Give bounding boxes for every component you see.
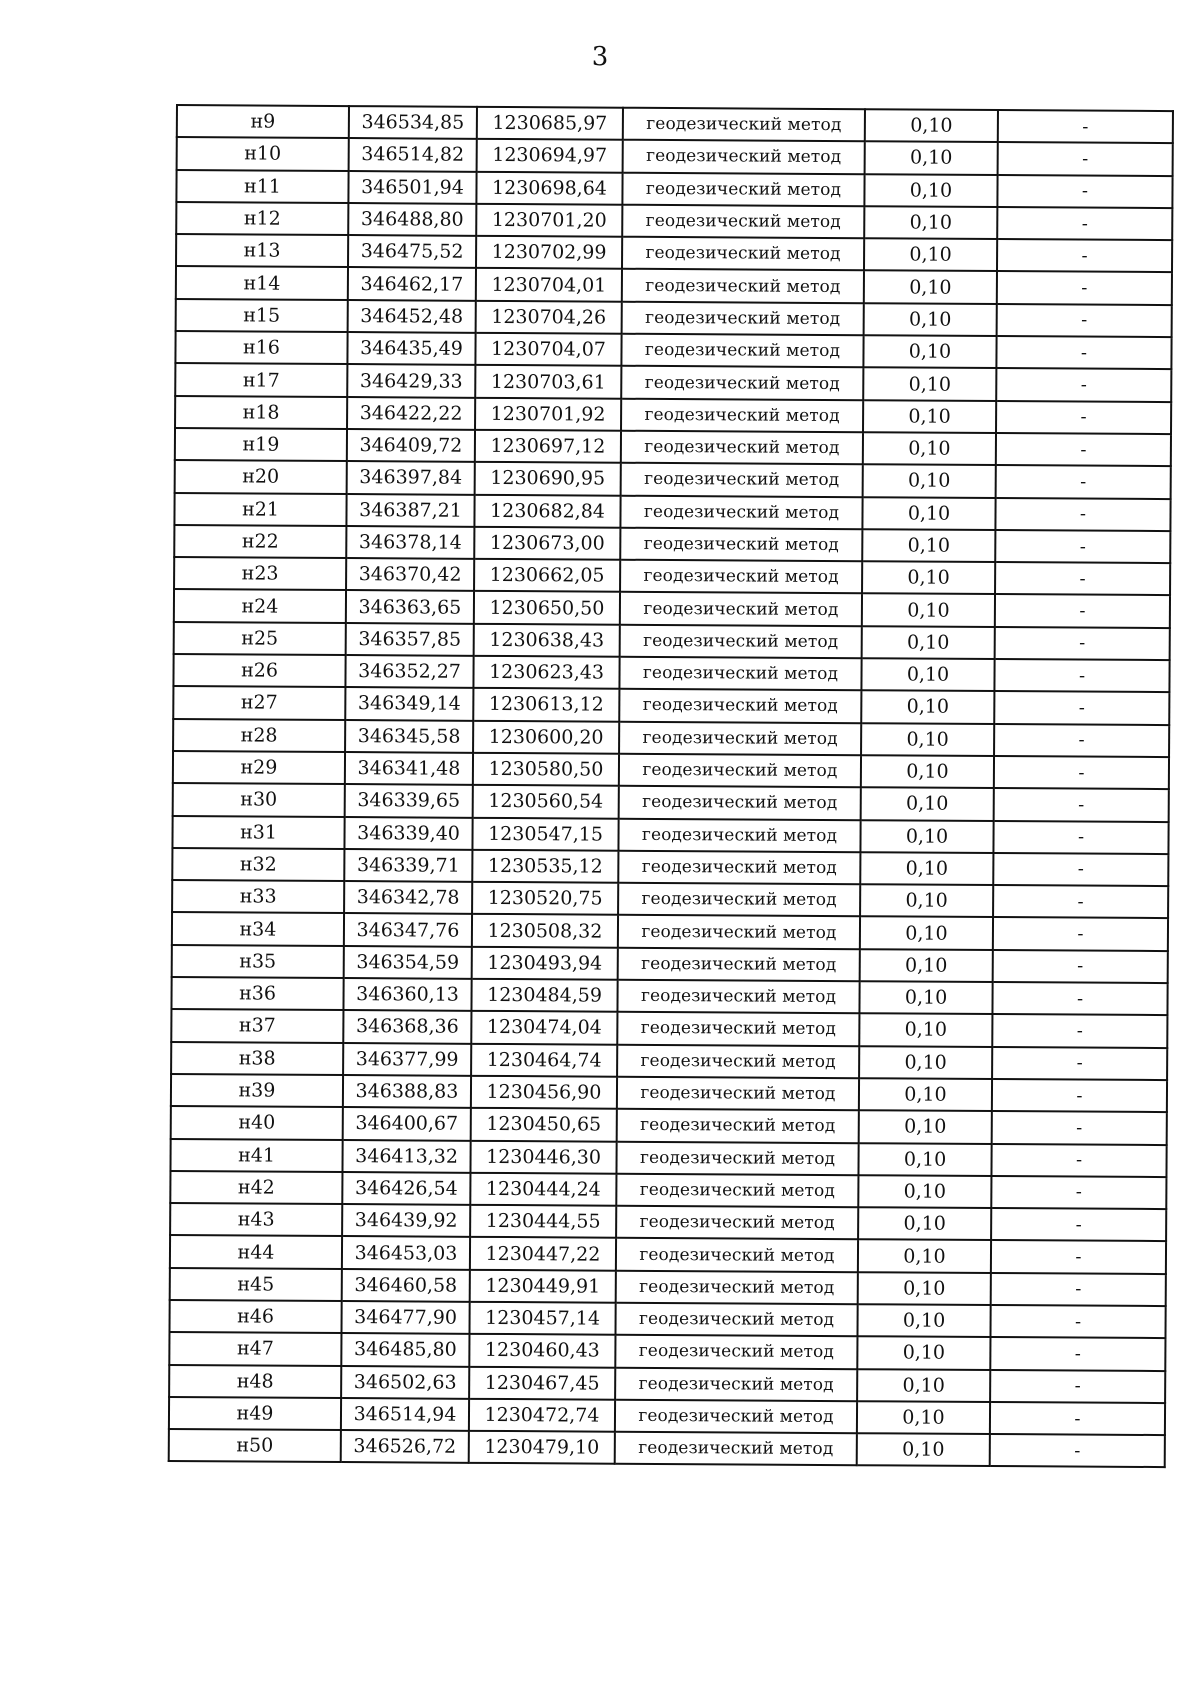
accuracy-cell: 0,10 <box>860 884 993 917</box>
method-cell: геодезический метод <box>620 592 862 626</box>
accuracy-cell: 0,10 <box>858 1272 991 1305</box>
method-cell: геодезический метод <box>618 947 860 981</box>
note-cell: - <box>990 1370 1165 1403</box>
y-coordinate-cell: 1230673,00 <box>474 527 620 560</box>
note-cell: - <box>995 562 1170 595</box>
y-coordinate-cell: 1230685,97 <box>477 107 623 140</box>
x-coordinate-cell: 346439,92 <box>342 1204 470 1237</box>
x-coordinate-cell: 346354,59 <box>344 946 472 979</box>
x-coordinate-cell: 346342,78 <box>344 881 472 914</box>
accuracy-cell: 0,10 <box>857 1304 990 1337</box>
x-coordinate-cell: 346429,33 <box>347 364 475 397</box>
note-cell: - <box>990 1402 1165 1435</box>
point-name-cell: н45 <box>170 1268 342 1301</box>
point-name-cell: н26 <box>173 654 345 687</box>
y-coordinate-cell: 1230456,90 <box>471 1076 617 1109</box>
x-coordinate-cell: 346422,22 <box>347 397 475 430</box>
note-cell: - <box>996 368 1171 401</box>
note-cell: - <box>990 1434 1165 1467</box>
accuracy-cell: 0,10 <box>862 594 995 627</box>
point-name-cell: н38 <box>171 1042 343 1075</box>
note-cell: - <box>991 1273 1166 1306</box>
point-name-cell: н25 <box>174 622 346 655</box>
note-cell: - <box>996 401 1171 434</box>
method-cell: геодезический метод <box>618 883 860 917</box>
note-cell: - <box>992 1079 1167 1112</box>
point-name-cell: н32 <box>172 848 344 881</box>
y-coordinate-cell: 1230623,43 <box>473 656 619 689</box>
point-name-cell: н44 <box>170 1235 342 1268</box>
point-name-cell: н30 <box>173 783 345 816</box>
point-name-cell: н27 <box>173 686 345 719</box>
method-cell: геодезический метод <box>617 1044 859 1078</box>
y-coordinate-cell: 1230450,65 <box>471 1108 617 1141</box>
y-coordinate-cell: 1230701,20 <box>476 204 622 237</box>
x-coordinate-cell: 346357,85 <box>346 623 474 656</box>
accuracy-cell: 0,10 <box>858 1143 991 1176</box>
method-cell: геодезический метод <box>615 1400 857 1434</box>
accuracy-cell: 0,10 <box>865 109 998 142</box>
note-cell: - <box>996 433 1171 466</box>
accuracy-cell: 0,10 <box>863 335 996 368</box>
y-coordinate-cell: 1230444,24 <box>470 1173 616 1206</box>
note-cell: - <box>994 659 1169 692</box>
note-cell: - <box>991 1208 1166 1241</box>
method-cell: геодезический метод <box>615 1303 857 1337</box>
method-cell: геодезический метод <box>621 334 863 368</box>
method-cell: геодезический метод <box>615 1367 857 1401</box>
note-cell: - <box>992 1111 1167 1144</box>
method-cell: геодезический метод <box>623 108 865 142</box>
x-coordinate-cell: 346409,72 <box>347 429 475 462</box>
x-coordinate-cell: 346378,14 <box>346 526 474 559</box>
method-cell: геодезический метод <box>618 915 860 949</box>
point-name-cell: н24 <box>174 589 346 622</box>
note-cell: - <box>995 627 1170 660</box>
y-coordinate-cell: 1230600,20 <box>473 720 619 753</box>
note-cell: - <box>994 756 1169 789</box>
x-coordinate-cell: 346526,72 <box>341 1430 469 1463</box>
coordinates-table <box>168 104 1174 1469</box>
accuracy-cell: 0,10 <box>860 852 993 885</box>
method-cell: геодезический метод <box>617 1109 859 1143</box>
accuracy-cell: 0,10 <box>864 271 997 304</box>
accuracy-cell: 0,10 <box>857 1336 990 1369</box>
point-name-cell: н13 <box>176 234 348 267</box>
point-name-cell: н39 <box>171 1074 343 1107</box>
y-coordinate-cell: 1230662,05 <box>474 559 620 592</box>
x-coordinate-cell: 346452,48 <box>348 300 476 333</box>
y-coordinate-cell: 1230702,99 <box>476 236 622 269</box>
x-coordinate-cell: 346501,94 <box>348 171 476 204</box>
note-cell: - <box>997 239 1172 272</box>
method-cell: геодезический метод <box>620 624 862 658</box>
note-cell: - <box>994 691 1169 724</box>
x-coordinate-cell: 346349,14 <box>345 687 473 720</box>
method-cell: геодезический метод <box>620 528 862 562</box>
accuracy-cell: 0,10 <box>857 1369 990 1402</box>
accuracy-cell: 0,10 <box>865 142 998 175</box>
method-cell: геодезический метод <box>616 1206 858 1240</box>
point-name-cell: н42 <box>170 1171 342 1204</box>
note-cell: - <box>992 982 1167 1015</box>
x-coordinate-cell: 346339,71 <box>344 849 472 882</box>
method-cell: геодезический метод <box>617 980 859 1014</box>
y-coordinate-cell: 1230704,26 <box>476 301 622 334</box>
point-name-cell: н35 <box>172 945 344 978</box>
x-coordinate-cell: 346426,54 <box>342 1172 470 1205</box>
y-coordinate-cell: 1230457,14 <box>469 1302 615 1335</box>
x-coordinate-cell: 346387,21 <box>346 494 474 527</box>
note-cell: - <box>992 1014 1167 1047</box>
y-coordinate-cell: 1230460,43 <box>469 1334 615 1367</box>
y-coordinate-cell: 1230698,64 <box>476 171 622 204</box>
method-cell: геодезический метод <box>616 1270 858 1304</box>
point-name-cell: н50 <box>169 1429 341 1462</box>
y-coordinate-cell: 1230479,10 <box>469 1431 615 1464</box>
x-coordinate-cell: 346388,83 <box>343 1075 471 1108</box>
method-cell: геодезический метод <box>619 689 861 723</box>
note-cell: - <box>991 1240 1166 1273</box>
method-cell: геодезический метод <box>617 1077 859 1111</box>
note-cell: - <box>995 498 1170 531</box>
accuracy-cell: 0,10 <box>863 464 996 497</box>
accuracy-cell: 0,10 <box>861 658 994 691</box>
y-coordinate-cell: 1230446,30 <box>470 1140 616 1173</box>
note-cell: - <box>991 1144 1166 1177</box>
accuracy-cell: 0,10 <box>864 238 997 271</box>
y-coordinate-cell: 1230560,54 <box>473 785 619 818</box>
y-coordinate-cell: 1230703,61 <box>475 365 621 398</box>
accuracy-cell: 0,10 <box>857 1401 990 1434</box>
point-name-cell: н14 <box>176 266 348 299</box>
method-cell: геодезический метод <box>621 431 863 465</box>
x-coordinate-cell: 346460,58 <box>342 1269 470 1302</box>
accuracy-cell: 0,10 <box>859 981 992 1014</box>
method-cell: геодезический метод <box>618 818 860 852</box>
accuracy-cell: 0,10 <box>861 723 994 756</box>
accuracy-cell: 0,10 <box>861 755 994 788</box>
point-name-cell: н37 <box>171 1009 343 1042</box>
method-cell: геодезический метод <box>622 269 864 303</box>
note-cell: - <box>997 304 1172 337</box>
point-name-cell: н22 <box>174 525 346 558</box>
point-name-cell: н20 <box>175 460 347 493</box>
point-name-cell: н46 <box>169 1300 341 1333</box>
y-coordinate-cell: 1230697,12 <box>475 430 621 463</box>
note-cell: - <box>993 885 1168 918</box>
accuracy-cell: 0,10 <box>858 1207 991 1240</box>
y-coordinate-cell: 1230535,12 <box>472 850 618 883</box>
method-cell: геодезический метод <box>620 560 862 594</box>
method-cell: геодезический метод <box>622 237 864 271</box>
x-coordinate-cell: 346347,76 <box>344 913 472 946</box>
point-name-cell: н21 <box>174 493 346 526</box>
accuracy-cell: 0,10 <box>864 174 997 207</box>
x-coordinate-cell: 346341,48 <box>345 752 473 785</box>
x-coordinate-cell: 346435,49 <box>347 332 475 365</box>
method-cell: геодезический метод <box>621 398 863 432</box>
point-name-cell: н47 <box>169 1332 341 1365</box>
accuracy-cell: 0,10 <box>860 820 993 853</box>
note-cell: - <box>996 465 1171 498</box>
note-cell: - <box>993 917 1168 950</box>
y-coordinate-cell: 1230447,22 <box>470 1237 616 1270</box>
note-cell: - <box>997 175 1172 208</box>
y-coordinate-cell: 1230520,75 <box>472 882 618 915</box>
x-coordinate-cell: 346370,42 <box>346 558 474 591</box>
y-coordinate-cell: 1230701,92 <box>475 398 621 431</box>
y-coordinate-cell: 1230467,45 <box>469 1366 615 1399</box>
point-name-cell: н36 <box>171 977 343 1010</box>
note-cell: - <box>991 1176 1166 1209</box>
accuracy-cell: 0,10 <box>857 1433 990 1466</box>
accuracy-cell: 0,10 <box>862 529 995 562</box>
point-name-cell: н34 <box>172 912 344 945</box>
point-name-cell: н41 <box>170 1138 342 1171</box>
point-name-cell: н18 <box>175 396 347 429</box>
x-coordinate-cell: 346368,36 <box>343 1010 471 1043</box>
point-name-cell: н11 <box>176 170 348 203</box>
y-coordinate-cell: 1230493,94 <box>472 947 618 980</box>
point-name-cell: н15 <box>176 299 348 332</box>
method-cell: геодезический метод <box>620 495 862 529</box>
note-cell: - <box>992 1047 1167 1080</box>
y-coordinate-cell: 1230613,12 <box>473 688 619 721</box>
coordinates-table-body <box>169 105 1173 1468</box>
y-coordinate-cell: 1230690,95 <box>475 462 621 495</box>
accuracy-cell: 0,10 <box>862 497 995 530</box>
point-name-cell: н43 <box>170 1203 342 1236</box>
y-coordinate-cell: 1230474,04 <box>471 1011 617 1044</box>
x-coordinate-cell: 346413,32 <box>342 1140 470 1173</box>
method-cell: геодезический метод <box>615 1432 857 1466</box>
accuracy-cell: 0,10 <box>864 303 997 336</box>
x-coordinate-cell: 346345,58 <box>345 720 473 753</box>
accuracy-cell: 0,10 <box>861 691 994 724</box>
x-coordinate-cell: 346339,40 <box>344 817 472 850</box>
y-coordinate-cell: 1230704,01 <box>476 268 622 301</box>
method-cell: геодезический метод <box>622 302 864 336</box>
x-coordinate-cell: 346352,27 <box>345 655 473 688</box>
note-cell: - <box>990 1305 1165 1338</box>
accuracy-cell: 0,10 <box>859 1046 992 1079</box>
x-coordinate-cell: 346488,80 <box>348 203 476 236</box>
method-cell: геодезический метод <box>617 1012 859 1046</box>
x-coordinate-cell: 346514,82 <box>349 138 477 171</box>
point-name-cell: н29 <box>173 751 345 784</box>
note-cell: - <box>997 207 1172 240</box>
point-name-cell: н31 <box>172 816 344 849</box>
accuracy-cell: 0,10 <box>860 949 993 982</box>
method-cell: геодезический метод <box>618 851 860 885</box>
method-cell: геодезический метод <box>616 1174 858 1208</box>
note-cell: - <box>998 110 1173 143</box>
method-cell: геодезический метод <box>615 1335 857 1369</box>
accuracy-cell: 0,10 <box>863 368 996 401</box>
accuracy-cell: 0,10 <box>859 1078 992 1111</box>
method-cell: геодезический метод <box>619 754 861 788</box>
x-coordinate-cell: 346485,80 <box>341 1333 469 1366</box>
method-cell: геодезический метод <box>621 463 863 497</box>
note-cell: - <box>990 1337 1165 1370</box>
y-coordinate-cell: 1230580,50 <box>473 753 619 786</box>
method-cell: геодезический метод <box>623 140 865 174</box>
point-name-cell: н9 <box>177 105 349 138</box>
point-name-cell: н33 <box>172 880 344 913</box>
point-name-cell: н12 <box>176 202 348 235</box>
point-name-cell: н19 <box>175 428 347 461</box>
point-name-cell: н16 <box>175 331 347 364</box>
page-number: 3 <box>591 42 609 72</box>
method-cell: геодезический метод <box>616 1141 858 1175</box>
point-name-cell: н40 <box>171 1106 343 1139</box>
x-coordinate-cell: 346502,63 <box>341 1366 469 1399</box>
y-coordinate-cell: 1230547,15 <box>472 817 618 850</box>
note-cell: - <box>993 853 1168 886</box>
accuracy-cell: 0,10 <box>859 1110 992 1143</box>
accuracy-cell: 0,10 <box>862 626 995 659</box>
accuracy-cell: 0,10 <box>863 400 996 433</box>
x-coordinate-cell: 346534,85 <box>349 106 477 139</box>
method-cell: геодезический метод <box>621 366 863 400</box>
x-coordinate-cell: 346400,67 <box>343 1107 471 1140</box>
point-name-cell: н49 <box>169 1397 341 1430</box>
note-cell: - <box>996 336 1171 369</box>
method-cell: геодезический метод <box>622 172 864 206</box>
accuracy-cell: 0,10 <box>858 1175 991 1208</box>
accuracy-cell: 0,10 <box>862 561 995 594</box>
y-coordinate-cell: 1230638,43 <box>474 624 620 657</box>
accuracy-cell: 0,10 <box>861 787 994 820</box>
y-coordinate-cell: 1230650,50 <box>474 591 620 624</box>
x-coordinate-cell: 346453,03 <box>342 1236 470 1269</box>
point-name-cell: н48 <box>169 1365 341 1398</box>
note-cell: - <box>994 788 1169 821</box>
note-cell: - <box>997 272 1172 305</box>
accuracy-cell: 0,10 <box>859 1014 992 1047</box>
accuracy-cell: 0,10 <box>858 1240 991 1273</box>
method-cell: геодезический метод <box>619 657 861 691</box>
x-coordinate-cell: 346363,65 <box>346 591 474 624</box>
x-coordinate-cell: 346477,90 <box>341 1301 469 1334</box>
point-name-cell: н10 <box>177 137 349 170</box>
note-cell: - <box>993 821 1168 854</box>
y-coordinate-cell: 1230704,07 <box>475 333 621 366</box>
y-coordinate-cell: 1230472,74 <box>469 1399 615 1432</box>
method-cell: геодезический метод <box>622 205 864 239</box>
x-coordinate-cell: 346397,84 <box>347 461 475 494</box>
point-name-cell: н28 <box>173 719 345 752</box>
x-coordinate-cell: 346462,17 <box>348 268 476 301</box>
y-coordinate-cell: 1230449,91 <box>470 1270 616 1303</box>
accuracy-cell: 0,10 <box>864 206 997 239</box>
y-coordinate-cell: 1230682,84 <box>474 494 620 527</box>
point-name-cell: н17 <box>175 363 347 396</box>
note-cell: - <box>993 950 1168 983</box>
x-coordinate-cell: 346339,65 <box>345 784 473 817</box>
table-row <box>169 1429 1165 1467</box>
note-cell: - <box>995 594 1170 627</box>
method-cell: геодезический метод <box>619 786 861 820</box>
y-coordinate-cell: 1230508,32 <box>472 914 618 947</box>
x-coordinate-cell: 346475,52 <box>348 235 476 268</box>
point-name-cell: н23 <box>174 557 346 590</box>
method-cell: геодезический метод <box>619 721 861 755</box>
y-coordinate-cell: 1230464,74 <box>471 1043 617 1076</box>
x-coordinate-cell: 346360,13 <box>343 978 471 1011</box>
note-cell: - <box>994 724 1169 757</box>
x-coordinate-cell: 346514,94 <box>341 1398 469 1431</box>
note-cell: - <box>998 142 1173 175</box>
y-coordinate-cell: 1230694,97 <box>477 139 623 172</box>
accuracy-cell: 0,10 <box>863 432 996 465</box>
x-coordinate-cell: 346377,99 <box>343 1043 471 1076</box>
note-cell: - <box>995 530 1170 563</box>
y-coordinate-cell: 1230444,55 <box>470 1205 616 1238</box>
y-coordinate-cell: 1230484,59 <box>471 979 617 1012</box>
method-cell: геодезический метод <box>616 1238 858 1272</box>
accuracy-cell: 0,10 <box>860 917 993 950</box>
